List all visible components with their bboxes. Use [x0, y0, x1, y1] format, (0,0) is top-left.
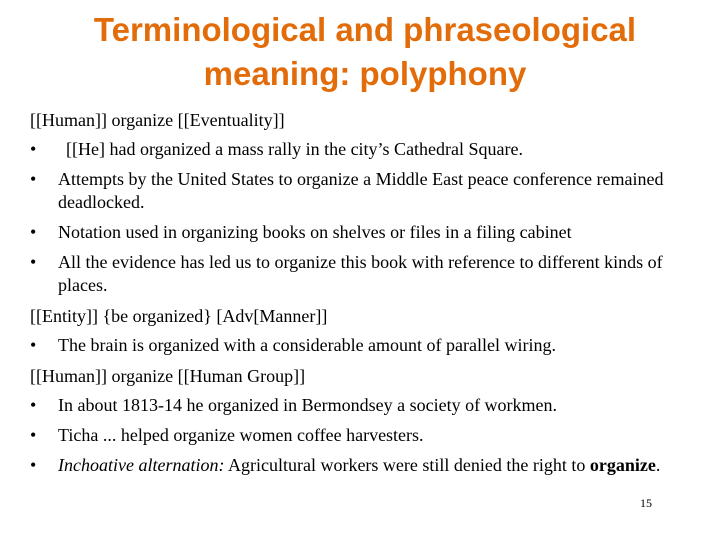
list-item: [30, 394, 680, 417]
bullet-icon: •: [30, 395, 37, 415]
list-item-text: [[He] had organized a mass rally in the city’s Cathedral Square.: [66, 139, 524, 159]
list-item-text: The brain is organized with a considerable amount of parallel wiring.: [58, 335, 557, 355]
list-item: [30, 251, 680, 297]
list-item: [30, 168, 680, 214]
list-item-text: Notation used in organizing books on shelves or files in a filing cabinet: [58, 222, 572, 242]
bullet-icon: •: [30, 222, 37, 242]
section-heading-human-group: [[Human]] organize [[Human Group]]: [30, 366, 306, 386]
bullet-icon: •: [30, 169, 37, 189]
bullet-icon: •: [30, 335, 37, 355]
list-item-text: In about 1813-14 he organized in Bermondsey a society of workmen.: [58, 395, 558, 415]
bullet-icon: •: [30, 425, 37, 445]
title-line-2: meaning: polyphony: [203, 55, 527, 92]
bullet-list-section-3: [30, 394, 680, 477]
title-line-1: Terminological and phraseological: [93, 11, 637, 48]
bullet-list-section-1: [30, 138, 680, 297]
list-item: [30, 138, 680, 161]
list-item-text: [58, 455, 660, 475]
section-heading-human-eventuality: [[Human]] organize [[Eventuality]]: [30, 110, 285, 130]
inchoative-text: Agricultural workers were still denied the right to: [224, 455, 590, 475]
bullet-list-section-2: [30, 334, 680, 357]
section-heading-entity-organized: [[Entity]] {be organized} [Adv[Manner]]: [30, 306, 328, 326]
inchoative-label: Inchoative alternation:: [58, 455, 225, 475]
list-item: [30, 454, 680, 477]
page-number: 15: [640, 496, 652, 510]
bullet-icon: •: [30, 252, 37, 272]
list-item-text: Attempts by the United States to organize a Middle East peace conference remained deadlocked.: [58, 169, 664, 212]
organize-emphasis: organize: [589, 455, 656, 475]
list-item: [30, 334, 680, 357]
bullet-icon: •: [30, 139, 37, 159]
list-item: [30, 221, 680, 244]
bullet-icon: •: [30, 455, 37, 475]
sentence-end: .: [655, 455, 661, 475]
list-item-text: All the evidence has led us to organize this book with reference to different kinds of places.: [58, 252, 663, 295]
slide-body: [30, 108, 680, 484]
list-item: [30, 424, 680, 447]
slide-title: [40, 8, 690, 96]
list-item-text: Ticha ... helped organize women coffee harvesters.: [58, 425, 424, 445]
